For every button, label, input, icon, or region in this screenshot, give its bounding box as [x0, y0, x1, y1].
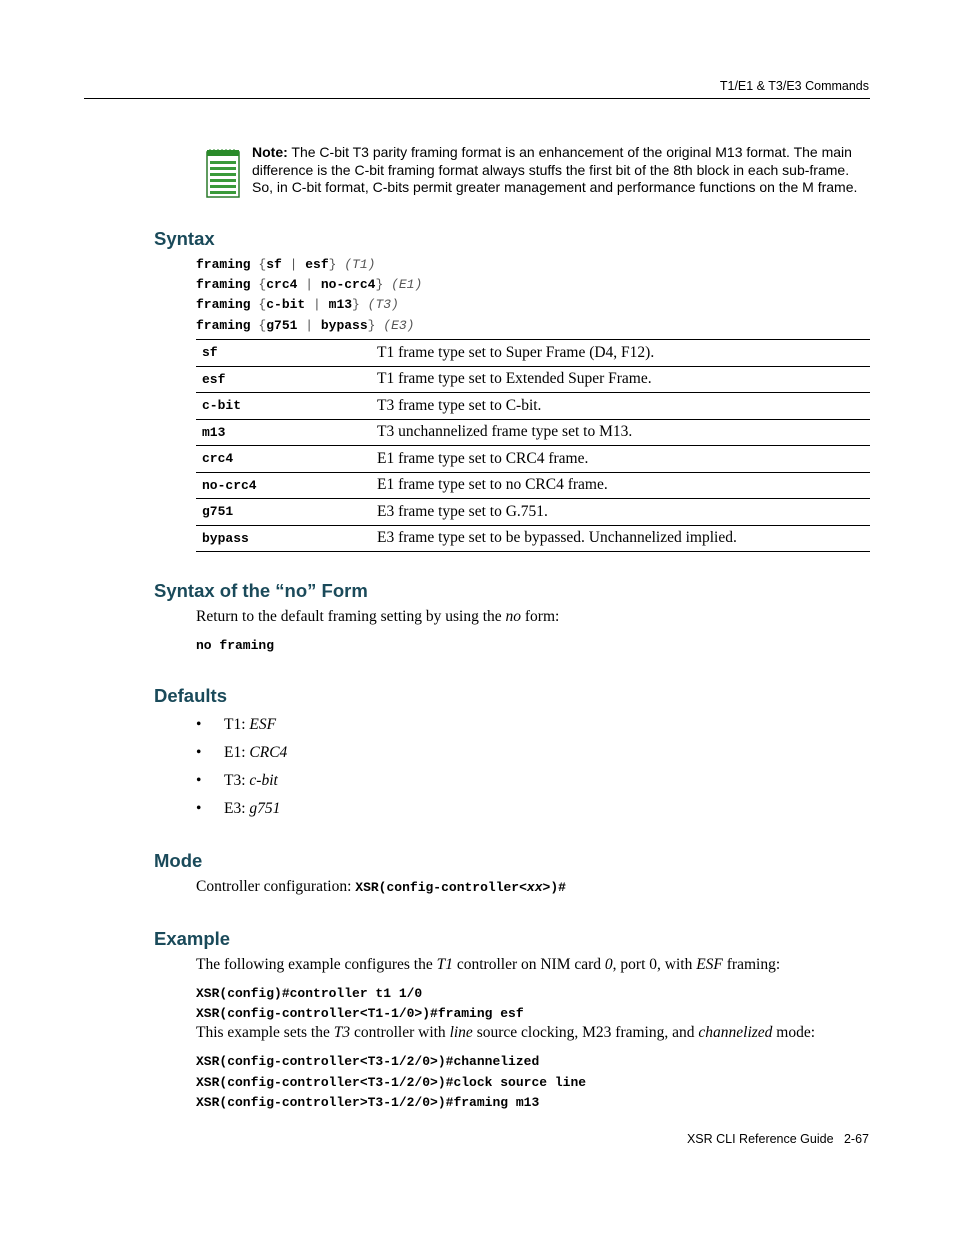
param-row	[196, 525, 870, 552]
param-description: E1 frame type set to CRC4 frame.	[365, 446, 870, 473]
param-key: crc4	[196, 446, 365, 473]
param-description: T1 frame type set to Extended Super Frame.	[365, 366, 870, 393]
example-paragraph-2: This example sets the T3 controller with line source clocking, M23 framing, and channelized mode:	[196, 1024, 816, 1041]
example-paragraph-1: The following example configures the T1 controller on NIM card 0, port 0, with ESF framing:	[196, 956, 781, 973]
mode-text: Controller configuration: XSR(config-controller<xx>)#	[196, 878, 566, 895]
note-body: The C-bit T3 parity framing format is an enhancement of the original M13 format. The main difference is the C-bit framing format always stuffs the first bit of the 8th block in each sub-frame. So, in C-bit format, C-bits permit greater management and performance functions on the M frame.	[252, 144, 858, 195]
param-row	[196, 419, 870, 446]
param-key: g751	[196, 499, 365, 526]
param-row	[196, 366, 870, 393]
params-table	[196, 339, 870, 552]
param-description: T3 unchannelized frame type set to M13.	[365, 419, 870, 446]
param-row	[196, 446, 870, 473]
syntax-line: framing {sf | esf} (T1)	[196, 257, 376, 272]
param-description: E1 frame type set to no CRC4 frame.	[365, 472, 870, 499]
note-text	[252, 144, 872, 197]
syntax-line: framing {g751 | bypass} (E3)	[196, 318, 415, 333]
header-rule	[84, 98, 870, 99]
page-number: 2-67	[843, 1132, 869, 1146]
no-form-code: no framing	[196, 638, 275, 653]
default-item: • E3: g751	[196, 800, 281, 817]
param-key: no-crc4	[196, 472, 365, 499]
param-row	[196, 472, 870, 499]
example-code-line: XSR(config-controller<T3-1/2/0>)#channelized	[196, 1054, 540, 1069]
param-description: T1 frame type set to Super Frame (D4, F12).	[365, 340, 870, 367]
syntax-heading: Syntax	[154, 228, 215, 249]
example-code-line: XSR(config-controller<T1-1/0>)#framing esf	[196, 1006, 524, 1021]
mode-prompt: XSR(config-controller<xx>)#	[355, 880, 566, 895]
mode-heading: Mode	[154, 850, 203, 871]
param-key: bypass	[196, 525, 365, 552]
param-description: E3 frame type set to be bypassed. Unchannelized implied.	[365, 525, 870, 552]
example-code-line: XSR(config-controller<T3-1/2/0>)#clock source line	[196, 1075, 587, 1090]
param-row	[196, 393, 870, 420]
param-key: sf	[196, 340, 365, 367]
running-header: T1/E1 & T3/E3 Commands	[719, 79, 869, 93]
no-form-text: Return to the default framing setting by using the no form:	[196, 608, 560, 625]
default-item: • T1: ESF	[196, 716, 277, 733]
example-code-line: XSR(config-controller>T3-1/2/0>)#framing m13	[196, 1095, 540, 1110]
guide-title: XSR CLI Reference Guide	[686, 1132, 834, 1146]
default-item: • T3: c-bit	[196, 772, 278, 789]
param-key: c-bit	[196, 393, 365, 420]
param-description: T3 frame type set to C-bit.	[365, 393, 870, 420]
syntax-line: framing {c-bit | m13} (T3)	[196, 297, 399, 312]
defaults-heading: Defaults	[154, 685, 227, 706]
no-form-heading: Syntax of the “no” Form	[154, 580, 368, 601]
param-key: esf	[196, 366, 365, 393]
param-row	[196, 499, 870, 526]
param-row	[196, 340, 870, 367]
param-description: E3 frame type set to G.751.	[365, 499, 870, 526]
example-code-line: XSR(config)#controller t1 1/0	[196, 986, 423, 1001]
defaults-list	[196, 716, 287, 828]
default-item: • E1: CRC4	[196, 744, 288, 761]
param-key: m13	[196, 419, 365, 446]
note-label: Note:	[252, 144, 288, 160]
page-footer	[687, 1132, 869, 1146]
syntax-line: framing {crc4 | no-crc4} (E1)	[196, 277, 423, 292]
note-pad-icon	[206, 148, 240, 198]
example-heading: Example	[154, 928, 231, 949]
